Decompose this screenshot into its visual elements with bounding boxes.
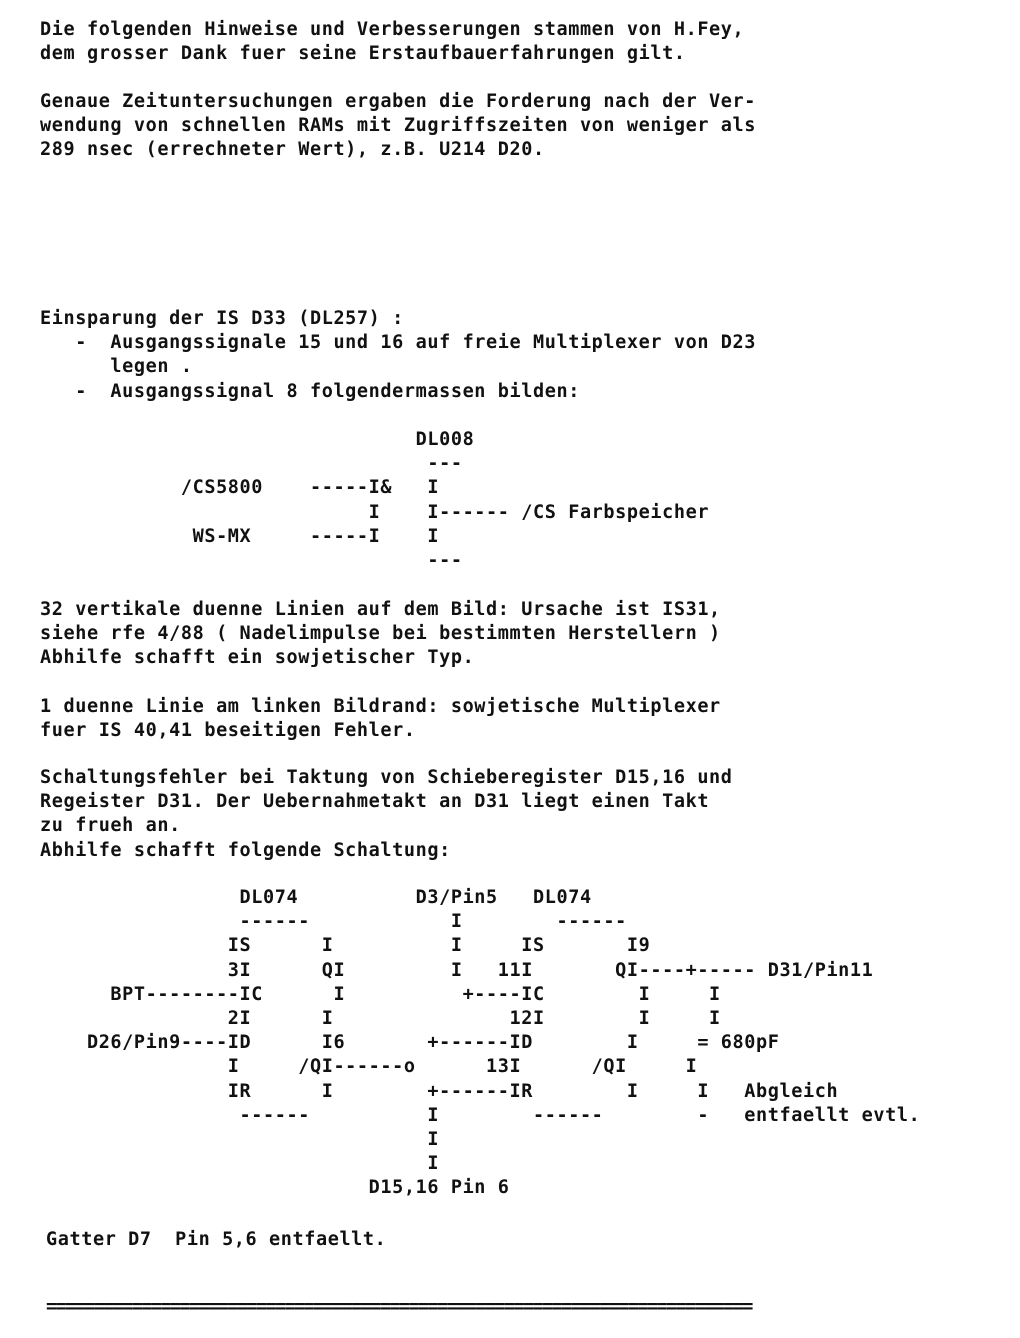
diagram-line: I I------ /CS Farbspeicher: [40, 501, 710, 523]
text-line: wendung von schnellen RAMs mit Zugriffszeiten von weniger als: [40, 115, 757, 137]
diagram-line: /CS5800 -----I& I: [40, 477, 440, 499]
text-line: 289 nsec (errechneter Wert), z.B. U214 D20.: [40, 139, 545, 161]
diagram-line: DL008: [40, 429, 475, 450]
diagram-line: ------ I ------ - entfaellt evtl.: [40, 1104, 921, 1126]
text-line: Gatter D7 Pin 5,6 entfaellt.: [46, 1229, 387, 1250]
linien-note-paragraph: [40, 598, 721, 671]
diagram-line: D26/Pin9----ID I6 +------ID I = 680pF: [40, 1032, 780, 1054]
diagram-line: IS I I IS I9: [40, 935, 651, 957]
diagram-line: IR I +------IR I I Abgleich: [40, 1080, 839, 1102]
diagram-line: DL074 D3/Pin5 DL074: [40, 887, 592, 908]
diagram-line: 3I QI I 11I QI----+----- D31/Pin11: [40, 959, 874, 981]
text-line: dem grosser Dank fuer seine Erstaufbauerfahrungen gilt.: [40, 43, 686, 65]
intro-paragraph: [40, 18, 744, 66]
diagram-line: ---: [40, 550, 463, 572]
text-line: 32 vertikale duenne Linien auf dem Bild: Ursache ist IS31,: [40, 599, 721, 620]
text-line: siehe rfe 4/88 ( Nadelimpulse bei bestimmten Herstellern ): [40, 623, 721, 645]
flipflop-circuit-diagram: [40, 886, 920, 1201]
text-line: Regeister D31. Der Uebernahmetakt an D31 liegt einen Takt: [40, 791, 710, 813]
schaltung-note-paragraph: [40, 766, 733, 863]
list-item-continuation: legen .: [40, 356, 193, 378]
separator-line: [46, 1295, 752, 1319]
diagram-line: D15,16 Pin 6: [40, 1177, 510, 1199]
text-line: 1 duenne Linie am linken Bildrand: sowjetische Multiplexer: [40, 696, 721, 717]
list-item: - Ausgangssignal 8 folgendermassen bilden:: [40, 380, 580, 402]
text-line: Genaue Zeituntersuchungen ergaben die Forderung nach der Ver-: [40, 91, 757, 112]
diagram-line: 2I I 12I I I: [40, 1008, 721, 1030]
text-line: Schaltungsfehler bei Taktung von Schieberegister D15,16 und: [40, 767, 733, 788]
ram-note-paragraph: [40, 90, 756, 163]
and-gate-diagram: [40, 428, 709, 573]
diagram-line: I: [40, 1153, 440, 1175]
diagram-line: I /QI------o 13I /QI I: [40, 1056, 698, 1078]
text-line: Die folgenden Hinweise und Verbesserungen stammen von H.Fey,: [40, 19, 745, 40]
text-line: Abhilfe schafft folgende Schaltung:: [40, 839, 451, 861]
diagram-line: I: [40, 1129, 440, 1151]
diagram-line: ------ I ------: [40, 911, 627, 933]
diagram-line: WS-MX -----I I: [40, 525, 440, 547]
section-heading: Einsparung der IS D33 (DL257) :: [40, 308, 404, 329]
separator-text: ==========================================================================: [46, 1296, 752, 1317]
diagram-line: BPT--------IC I +----IC I I: [40, 983, 721, 1005]
gatter-note-paragraph: [46, 1228, 386, 1252]
text-line: zu frueh an.: [40, 815, 181, 837]
text-line: fuer IS 40,41 beseitigen Fehler.: [40, 720, 416, 742]
bildrand-note-paragraph: [40, 695, 721, 743]
text-line: Abhilfe schafft ein sowjetischer Typ.: [40, 647, 475, 669]
einsparung-section: [40, 307, 756, 404]
diagram-line: ---: [40, 453, 463, 475]
list-item: - Ausgangssignale 15 und 16 auf freie Multiplexer von D23: [40, 332, 757, 354]
